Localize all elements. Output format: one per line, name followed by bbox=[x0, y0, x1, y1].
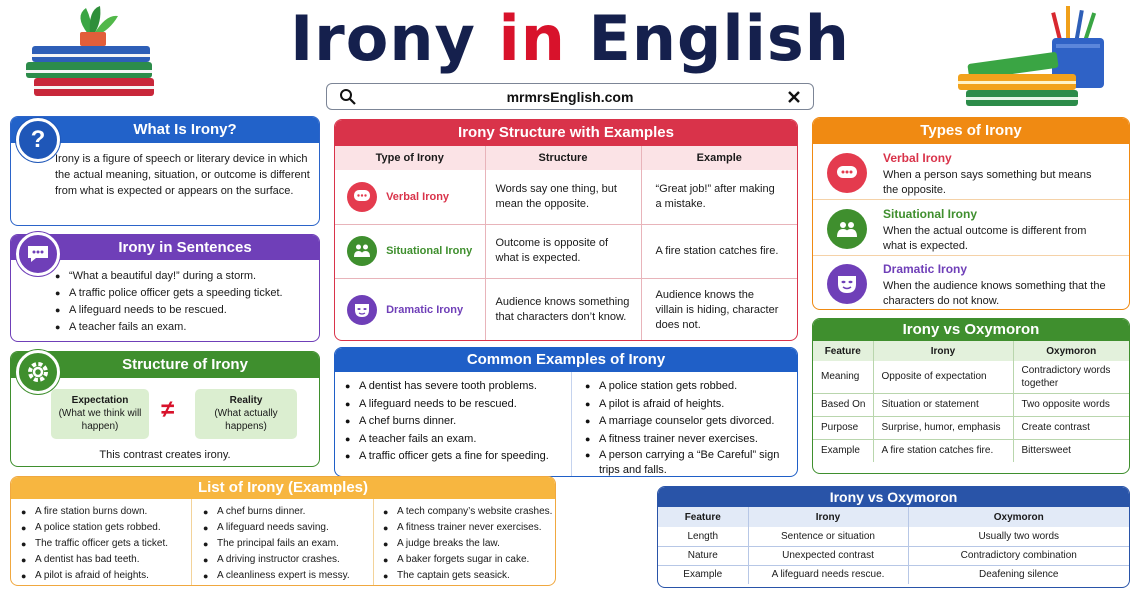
irony-cell: Opposite of expectation bbox=[873, 361, 1013, 393]
common-right-list bbox=[585, 378, 790, 477]
irony-cell: Sentence or situation bbox=[748, 527, 908, 546]
irony-vs-oxymoron-card-1 bbox=[812, 318, 1130, 474]
table-row bbox=[813, 393, 1129, 416]
type-verbal-label: Verbal Irony bbox=[386, 190, 450, 203]
types-of-irony-header: Types of Irony bbox=[813, 118, 1129, 144]
column-header: Feature bbox=[658, 507, 748, 527]
example-cell: Audience knows the villain is hiding, character does not. bbox=[655, 288, 779, 331]
list-item: ● A baker forgets sugar in cake. bbox=[383, 552, 553, 568]
list-item: ● A person carrying a “Be Careful” sign trips and falls. bbox=[585, 448, 790, 477]
oxymoron-cell: Usually two words bbox=[978, 530, 1060, 542]
list-col-1 bbox=[21, 504, 191, 584]
list-item: ● A lifeguard needs to be rescued. bbox=[55, 302, 317, 319]
column-header: Feature bbox=[813, 341, 873, 361]
table-row bbox=[658, 546, 1129, 565]
table-row bbox=[335, 224, 797, 278]
table-row bbox=[658, 565, 1129, 584]
column-header: Oxymoron bbox=[993, 511, 1044, 523]
structure-cell: Audience knows something that characters don’t know. bbox=[485, 278, 641, 341]
type-dramatic-label: Dramatic Irony bbox=[386, 304, 464, 317]
list-item: ● A tech company’s website crashes. bbox=[383, 504, 553, 520]
irony-cell: A lifeguard needs rescue. bbox=[748, 565, 908, 584]
type-name: Situational Irony bbox=[883, 207, 978, 221]
oxymoron-cell: Create contrast bbox=[1021, 422, 1090, 433]
irony-cell: Situation or statement bbox=[873, 393, 1013, 416]
table-row bbox=[813, 439, 1129, 462]
type-item-situational bbox=[813, 202, 1129, 256]
oxymoron-cell: Contradictory combination bbox=[960, 550, 1077, 561]
list-item: ● A chef burns dinner. bbox=[345, 413, 567, 431]
irony-cell: Surprise, humor, emphasis bbox=[873, 416, 1013, 439]
feature-cell: Meaning bbox=[813, 361, 873, 393]
structure-of-irony-header: Structure of Irony bbox=[11, 352, 319, 378]
list-of-irony-header: List of Irony (Examples) bbox=[11, 477, 555, 499]
column-divider bbox=[191, 499, 192, 586]
irony-vs-oxymoron-header-2: Irony vs Oxymoron bbox=[658, 487, 1129, 507]
chat-icon bbox=[16, 232, 60, 276]
list-item: ● A cleanliness expert is messy. bbox=[203, 568, 373, 584]
common-left-list bbox=[345, 378, 567, 466]
type-desc: When a person says something but means the opposite. bbox=[883, 169, 1092, 196]
list-item: ● The traffic officer gets a ticket. bbox=[21, 536, 191, 552]
list-item: ● A driving instructor crashes. bbox=[203, 552, 373, 568]
type-name: Dramatic Irony bbox=[883, 262, 968, 276]
title-part2: in bbox=[498, 2, 566, 75]
search-bar[interactable] bbox=[326, 83, 814, 110]
irony-vs-oxymoron-table-1 bbox=[813, 341, 1129, 462]
list-item: ● A marriage counselor gets divorced. bbox=[585, 413, 790, 431]
example-cell: “Great job!” after making a mistake. bbox=[655, 182, 775, 210]
type-name: Verbal Irony bbox=[883, 151, 952, 165]
column-header: Type of Irony bbox=[335, 146, 485, 170]
list-item: ● A police station gets robbed. bbox=[585, 378, 790, 396]
question-icon: ? bbox=[16, 118, 60, 162]
list-item: ● A fitness trainer never exercises. bbox=[585, 431, 790, 449]
mask-icon bbox=[827, 264, 867, 304]
list-item: ● The captain gets seasick. bbox=[383, 568, 553, 584]
column-header: Irony bbox=[748, 507, 908, 527]
structure-cell: Words say one thing, but mean the opposite. bbox=[485, 170, 641, 224]
column-header: Oxymoron bbox=[1046, 345, 1097, 357]
column-divider bbox=[571, 372, 572, 477]
list-of-irony-card bbox=[10, 476, 556, 586]
structure-table-card bbox=[334, 119, 798, 341]
list-col-2 bbox=[203, 504, 373, 584]
page-title bbox=[0, 2, 1140, 75]
column-header: Irony bbox=[873, 341, 1013, 361]
chat-icon bbox=[347, 182, 377, 212]
title-part1: Irony bbox=[290, 2, 499, 75]
feature-cell: Example bbox=[813, 439, 873, 462]
column-header: Structure bbox=[485, 146, 641, 170]
list-item: ● A fitness trainer never exercises. bbox=[383, 520, 553, 536]
list-item: ● A traffic officer gets a fine for speeding. bbox=[345, 448, 567, 466]
list-item: ● A police station gets robbed. bbox=[21, 520, 191, 536]
feature-cell: Purpose bbox=[813, 416, 873, 439]
what-is-irony-header: What Is Irony? bbox=[11, 117, 319, 143]
reality-title: Reality bbox=[229, 395, 263, 406]
list-item: ● A teacher fails an exam. bbox=[345, 431, 567, 449]
search-url: mrmrsEnglish.com bbox=[506, 89, 634, 105]
list-item: ● A pilot is afraid of heights. bbox=[585, 396, 790, 414]
common-examples-header: Common Examples of Irony bbox=[335, 348, 797, 372]
oxymoron-cell: Bittersweet bbox=[1021, 445, 1071, 457]
type-item-dramatic bbox=[813, 258, 1129, 310]
list-item: ● A pilot is afraid of heights. bbox=[21, 568, 191, 584]
expectation-box bbox=[51, 389, 149, 439]
irony-vs-oxymoron-header-1: Irony vs Oxymoron bbox=[813, 319, 1129, 341]
expectation-sub: (What we think will happen) bbox=[58, 408, 142, 432]
reality-sub: (What actually happens) bbox=[214, 408, 278, 432]
feature-cell: Length bbox=[658, 527, 748, 546]
list-item: ● “What a beautiful day!” during a storm. bbox=[55, 268, 317, 285]
types-of-irony-card bbox=[812, 117, 1130, 310]
what-is-irony-body: Irony is a figure of speech or literary device in which the actual meaning, situation, or outcome is different from what is expected or appears on the surface. bbox=[55, 153, 310, 197]
list-item: ● A dentist has bad teeth. bbox=[21, 552, 191, 568]
structure-footer: This contrast creates irony. bbox=[99, 449, 231, 461]
type-item-verbal bbox=[813, 146, 1129, 200]
list-col-3 bbox=[383, 504, 553, 584]
expectation-title: Expectation bbox=[71, 395, 129, 406]
close-icon[interactable] bbox=[787, 90, 801, 104]
irony-cell: Unexpected contrast bbox=[748, 546, 908, 565]
sentences-list bbox=[55, 268, 317, 336]
type-cell bbox=[335, 278, 485, 341]
type-desc: When the actual outcome is different from what is expected. bbox=[883, 225, 1087, 252]
feature-cell: Example bbox=[658, 565, 748, 584]
type-desc: When the audience knows something that the characters do not know. bbox=[883, 280, 1106, 307]
not-equal-sign: ≠ bbox=[161, 396, 175, 423]
structure-table-header: Irony Structure with Examples bbox=[335, 120, 797, 146]
type-cell bbox=[335, 224, 485, 278]
oxymoron-cell: Two opposite words bbox=[1021, 399, 1110, 410]
list-item: ● The principal fails an exam. bbox=[203, 536, 373, 552]
irony-cell: A fire station catches fire. bbox=[873, 439, 1013, 462]
column-header: Example bbox=[696, 152, 742, 164]
chat-icon bbox=[827, 153, 867, 193]
list-item: ● A fire station burns down. bbox=[21, 504, 191, 520]
list-item: ● A dentist has severe tooth problems. bbox=[345, 378, 567, 396]
type-cell bbox=[335, 170, 485, 224]
feature-cell: Nature bbox=[658, 546, 748, 565]
list-item: ● A lifeguard needs to be rescued. bbox=[345, 396, 567, 414]
list-item: ● A traffic police officer gets a speeding ticket. bbox=[55, 285, 317, 302]
oxymoron-cell: Deafening silence bbox=[979, 569, 1059, 581]
list-item: ● A judge breaks the law. bbox=[383, 536, 553, 552]
feature-cell: Based On bbox=[813, 393, 873, 416]
table-row bbox=[813, 361, 1129, 393]
mask-icon bbox=[347, 295, 377, 325]
table-row bbox=[658, 527, 1129, 546]
structure-table bbox=[335, 146, 797, 341]
gear-icon bbox=[16, 350, 60, 394]
list-item: ● A teacher fails an exam. bbox=[55, 319, 317, 336]
common-examples-card bbox=[334, 347, 798, 477]
list-item: ● A lifeguard needs saving. bbox=[203, 520, 373, 536]
people-icon bbox=[827, 209, 867, 249]
type-situational-label: Situational Irony bbox=[386, 245, 473, 257]
example-cell: A fire station catches fire. bbox=[655, 244, 779, 257]
table-row bbox=[813, 416, 1129, 439]
irony-vs-oxymoron-card-2 bbox=[657, 486, 1130, 588]
people-icon bbox=[347, 236, 377, 266]
column-divider bbox=[373, 499, 374, 586]
title-part3: English bbox=[565, 2, 850, 75]
list-item: ● A chef burns dinner. bbox=[203, 504, 373, 520]
table-row bbox=[335, 170, 797, 224]
irony-in-sentences-header: Irony in Sentences bbox=[11, 235, 319, 260]
structure-cell: Outcome is opposite of what is expected. bbox=[485, 224, 641, 278]
irony-vs-oxymoron-table-2 bbox=[658, 507, 1129, 584]
table-row bbox=[335, 278, 797, 341]
reality-box bbox=[195, 389, 297, 439]
oxymoron-cell: Contradictory words together bbox=[1021, 364, 1111, 389]
